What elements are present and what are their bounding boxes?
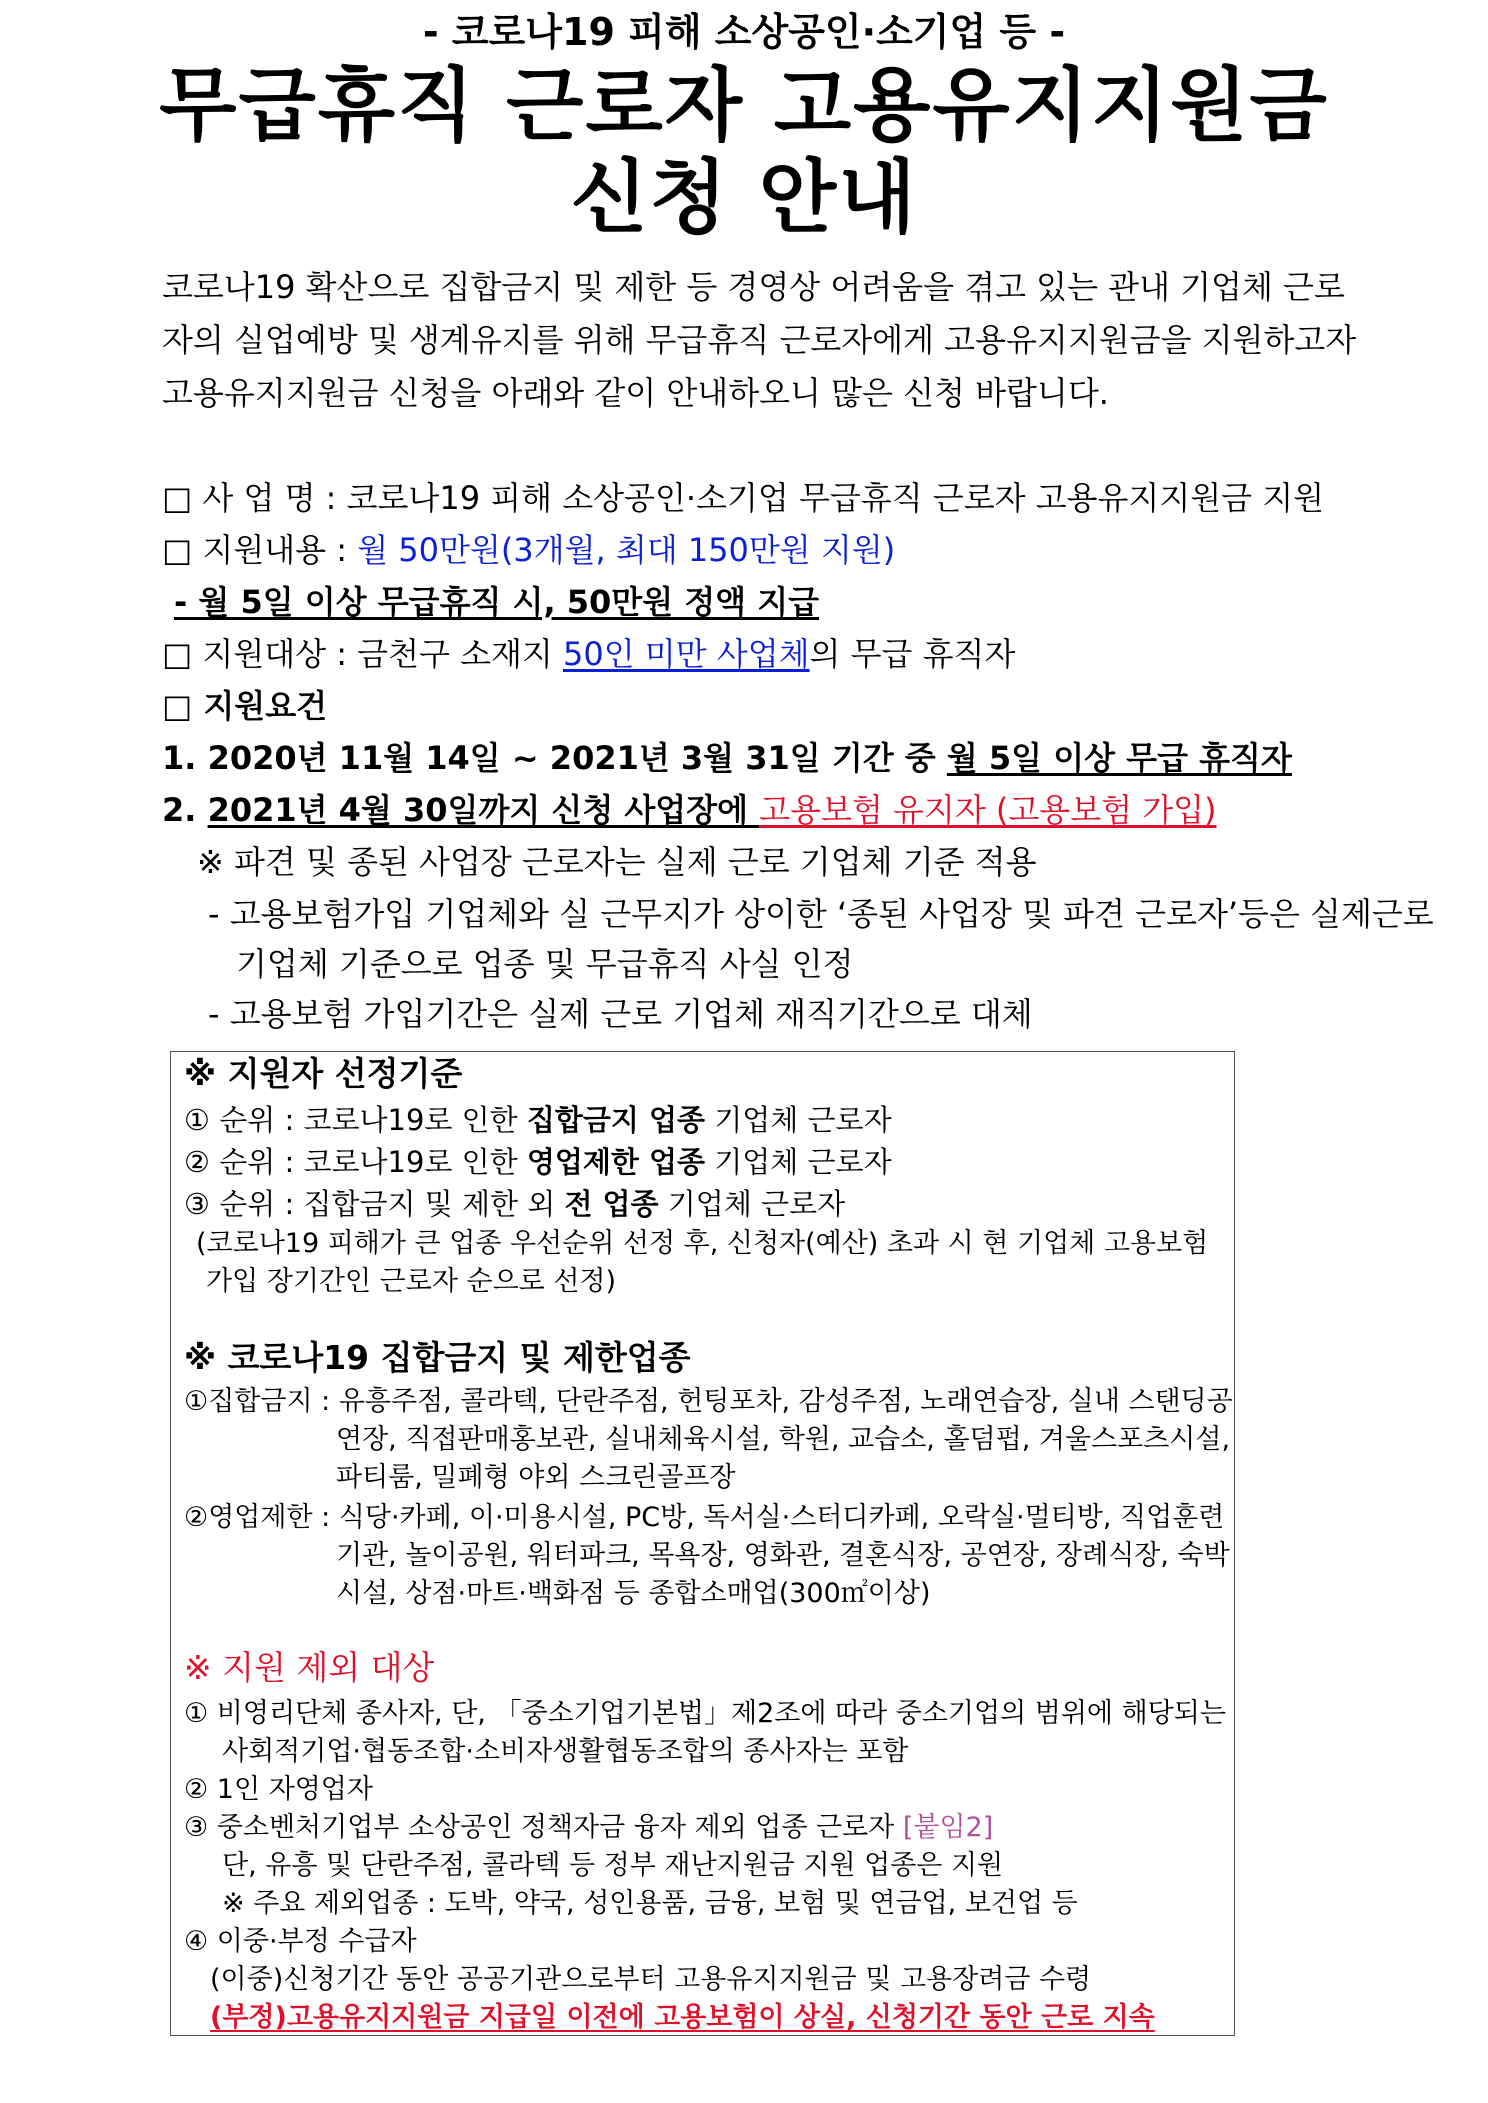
exclusion-3b: 단, 유흥 및 단란주점, 콜라텍 등 정부 재난지원금 지원 업종은 지원 — [222, 1850, 1004, 1881]
support-target: □ 지원대상 : 금천구 소재지 50인 미만 사업체의 무급 휴직자 — [162, 635, 1016, 673]
exclusions-heading: ※ 지원 제외 대상 — [184, 1648, 435, 1687]
exclusion-2: ② 1인 자영업자 — [184, 1774, 373, 1805]
dispatch-note-sub2: - 고용보험 가입기간은 실제 근로 기업체 재직기간으로 대체 — [208, 995, 1033, 1033]
target-highlight: 50인 미만 사업체 — [563, 635, 810, 673]
criteria-rank-1: ① 순위 : 코로나19로 인한 집합금지 업종 기업체 근로자 — [184, 1103, 892, 1137]
limit-line3: 시설, 상점·마트·백화점 등 종합소매업(300㎡이상) — [336, 1578, 931, 1609]
intro-line3: 고용유지지원금 신청을 아래와 같이 안내하오니 많은 신청 바랍니다. — [162, 374, 1109, 412]
ban-label: ①집합금지 : — [184, 1386, 339, 1417]
ban-line3: 파티룸, 밀폐형 야외 스크린골프장 — [336, 1462, 736, 1493]
industries-heading: ※ 코로나19 집합금지 및 제한업종 — [184, 1338, 691, 1377]
requirement-1: 1. 2020년 11월 14일 ~ 2021년 3월 31일 기간 중 월 5일 이상 무급 휴직자 — [162, 739, 1292, 777]
exclusion-4-fraud: (부정)고용유지지원금 지급일 이전에 고용보험이 상실, 신청기간 동안 근로 지속 — [210, 2002, 1155, 2033]
criteria-paren-2: 가입 장기간인 근로자 순으로 선정) — [206, 1266, 617, 1297]
requirement-2: 2. 2021년 4월 30일까지 신청 사업장에 고용보험 유지자 (고용보험 가입) — [162, 791, 1217, 829]
support-label: □ 지원내용 : — [162, 531, 358, 569]
criteria-paren-1: (코로나19 피해가 큰 업종 우선순위 선정 후, 신청자(예산) 초과 시 현 기업체 고용보험 — [196, 1228, 1209, 1259]
limit-line1: ②영업제한 : 식당·카페, 이·미용시설, PC방, 독서실·스터디카페, 오락실·멀티방, 직업훈련 — [184, 1502, 1225, 1533]
dispatch-note-sub1b: 기업체 기준으로 업종 및 무급휴직 사실 인정 — [236, 945, 854, 983]
requirements-heading: □ 지원요건 — [162, 687, 328, 725]
intro-line2: 자의 실업예방 및 생계유지를 위해 무급휴직 근로자에게 고용유지지원금을 지원하고자 — [162, 321, 1357, 359]
dispatch-note: ※ 파견 및 종된 사업장 근로자는 실제 근로 기업체 기준 적용 — [197, 843, 1037, 881]
page-subtitle: - 코로나19 피해 소상공인·소기업 등 - — [422, 10, 1066, 54]
ban-line2: 연장, 직접판매홍보관, 실내체육시설, 학원, 교습소, 홀덤펍, 겨울스포츠시설, — [336, 1424, 1231, 1455]
criteria-heading: ※ 지원자 선정기준 — [184, 1054, 463, 1093]
dispatch-note-sub1a: - 고용보험가입 기업체와 실 근무지가 상이한 ‘종된 사업장 및 파견 근로자’등은 실제근로 — [208, 895, 1434, 933]
limit-label: ②영업제한 : — [184, 1502, 339, 1533]
exclusion-3: ③ 중소벤처기업부 소상공인 정책자금 융자 제외 업종 근로자 [붙임2] — [184, 1812, 994, 1843]
support-value: 월 50만원(3개월, 최대 150만원 지원) — [357, 531, 896, 569]
project-name: □ 사 업 명 : 코로나19 피해 소상공인·소기업 무급휴직 근로자 고용유지지원금 지원 — [162, 479, 1325, 517]
page-title-line1: 무급휴직 근로자 고용유지지원금 — [159, 59, 1329, 152]
page-title-line2: 신청 안내 — [570, 151, 918, 244]
support-content — [162, 530, 1337, 570]
exclusion-3c: ※ 주요 제외업종 : 도박, 약국, 성인용품, 금융, 보험 및 연금업, 보건업 등 — [222, 1888, 1078, 1919]
ban-line1: ①집합금지 : 유흥주점, 콜라텍, 단란주점, 헌팅포차, 감성주점, 노래연습장, 실내 스탠딩공 — [184, 1386, 1233, 1417]
intro-line1: 코로나19 확산으로 집합금지 및 제한 등 경영상 어려움을 겪고 있는 관내 기업체 근로 — [162, 268, 1345, 306]
limit-line2: 기관, 놀이공원, 워터파크, 목욕장, 영화관, 결혼식장, 공연장, 장례식장, 숙박 — [336, 1540, 1230, 1571]
exclusion-4-double: (이중)신청기간 동안 공공기관으로부터 고용유지지원금 및 고용장려금 수령 — [210, 1964, 1092, 1995]
attachment-ref: [붙임2] — [902, 1812, 994, 1843]
exclusion-4: ④ 이중·부정 수급자 — [184, 1926, 417, 1957]
exclusion-1b: 사회적기업·협동조합·소비자생활협동조합의 종사자는 포함 — [222, 1736, 909, 1767]
criteria-rank-2: ② 순위 : 코로나19로 인한 영업제한 업종 기업체 근로자 — [184, 1145, 892, 1179]
exclusion-1a: ① 비영리단체 종사자, 단, 「중소기업기본법」제2조에 따라 중소기업의 범위에 해당되는 — [184, 1698, 1226, 1729]
criteria-rank-3: ③ 순위 : 집합금지 및 제한 외 전 업종 기업체 근로자 — [184, 1187, 846, 1221]
support-detail: - 월 5일 이상 무급휴직 시, 50만원 정액 지급 — [174, 583, 820, 621]
